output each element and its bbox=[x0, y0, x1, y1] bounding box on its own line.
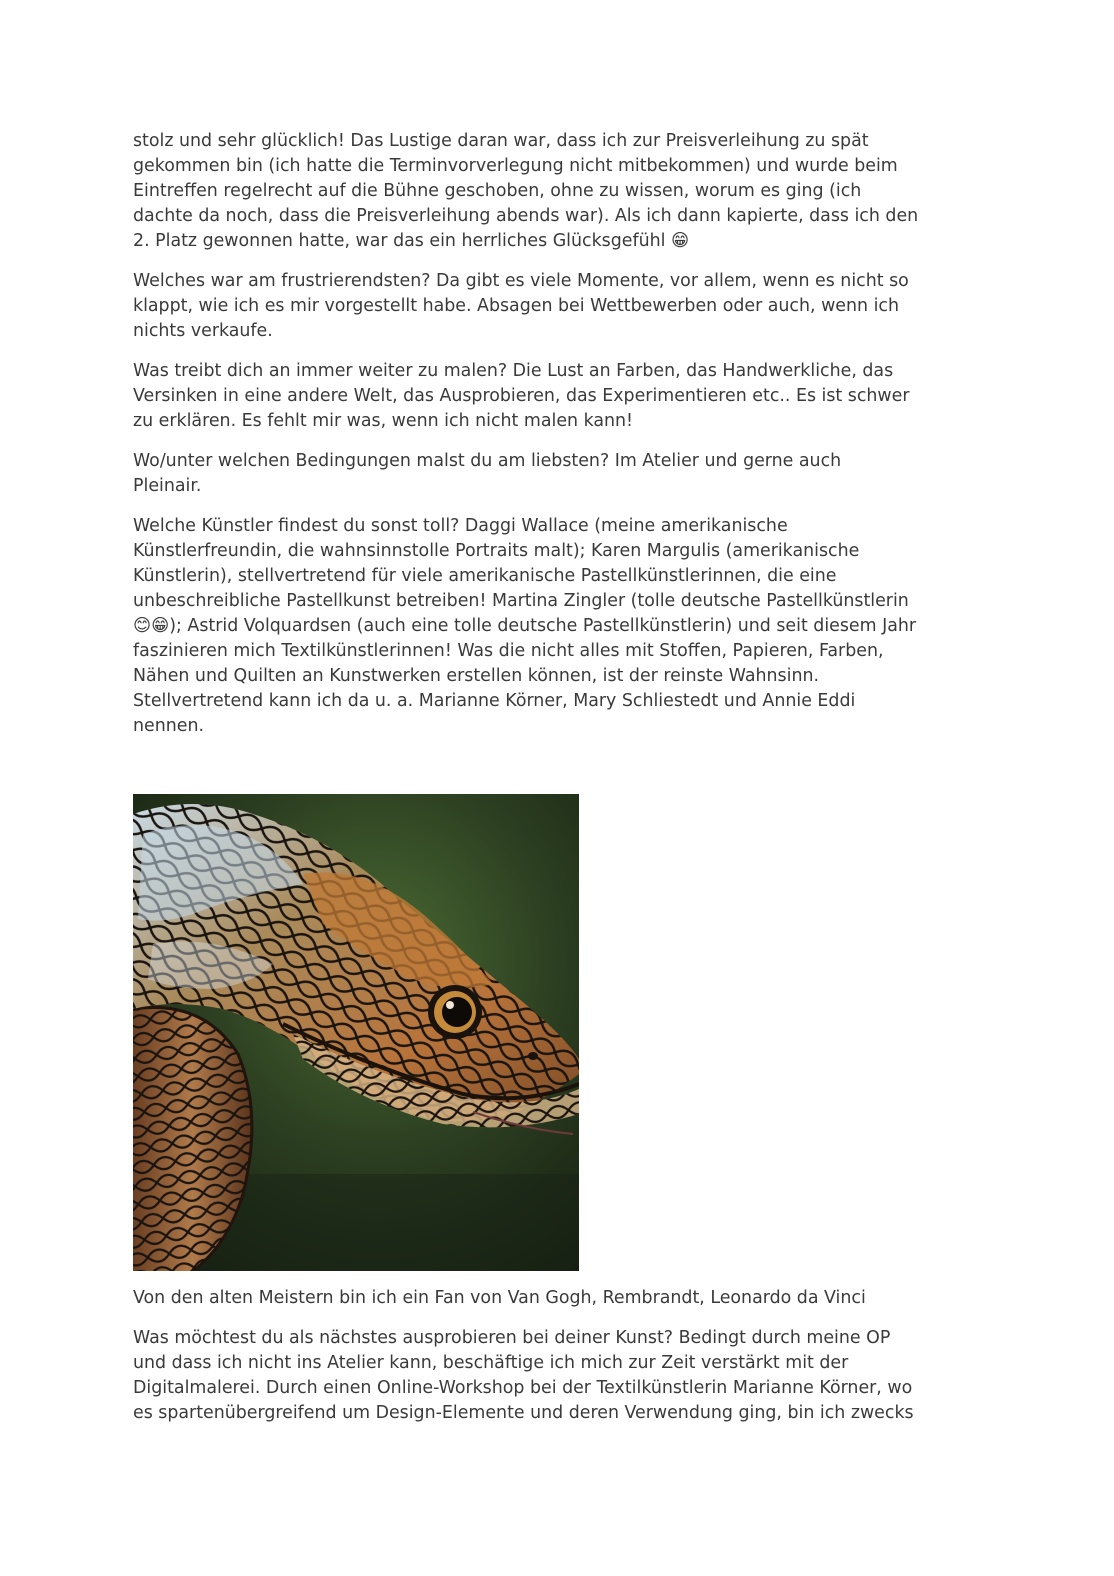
snake-painting-image bbox=[133, 794, 579, 1271]
paragraph-frustrating: Welches war am frustrierendsten? Da gibt es viele Momente, vor allem, wenn es nicht so klappt, wie ich es mir vorgestellt habe. Absagen bei Wettbewerben oder auch, wenn ich nichts verkaufe. bbox=[133, 271, 909, 341]
paragraph-award: stolz und sehr glücklich! Das Lustige daran war, dass ich zur Preisverleihung zu spät gekommen bin (ich hatte die Terminvorverlegung nicht mitbekommen) und wurde beim Eintreffen regelrecht auf die Bühne geschoben, ohne zu wissen, worum es ging (ich dachte da noch, dass die Preisverleihung abends war). Als ich dann kapierte, dass ich den 2. Platz gewonnen hatte, war das ein herrliches Glücksgefühl 😁 bbox=[133, 131, 919, 251]
paragraph-old-masters: Von den alten Meistern bin ich ein Fan von Van Gogh, Rembrandt, Leonardo da Vinci bbox=[133, 1288, 866, 1308]
spacer bbox=[133, 754, 983, 794]
paragraph-next-steps: Was möchtest du als nächstes ausprobieren bei deiner Kunst? Bedingt durch meine OP und dass ich nicht ins Atelier kann, beschäftige ich mich zur Zeit verstärkt mit der Digitalmalerei. Durch einen Online-Workshop bei der Textilkünstlerin Marianne Körner, wo es spartenübergreifend um Design-Elemente und deren Verwendung ging, bin ich zwecks bbox=[133, 1328, 914, 1423]
paragraph-motivation: Was treibt dich an immer weiter zu malen? Die Lust an Farben, das Handwerkliche, das Versinken in eine andere Welt, das Ausprobieren, das Experimentieren etc.. Es ist schwer zu erklären. Es fehlt mir was, wenn ich nicht malen kann! bbox=[133, 361, 910, 431]
paragraph-artists: Welche Künstler findest du sonst toll? Daggi Wallace (meine amerikanische Künstlerfreundin, die wahnsinnstolle Portraits malt); Karen Margulis (amerikanische Künstlerin), stellvertretend für viele amerikanische Pastellkünstlerinnen, die eine unbeschreibliche Pastellkunst betreiben! Martina Zingler (tolle deutsche Pastellkünstlerin 😊😁); Astrid Volquardsen (auch eine tolle deutsche Pastellkünstlerin) und seit diesem Jahr faszinieren mich Textilkünstlerinnen! Was die nicht alles mit Stoffen, Papieren, Farben, Nähen und Quilten an Kunstwerken erstellen können, ist der reinste Wahnsinn. Stellvertretend kann ich da u. a. Marianne Körner, Mary Schliestedt und Annie Eddi nennen. bbox=[133, 516, 917, 736]
paragraph-conditions: Wo/unter welchen Bedingungen malst du am liebsten? Im Atelier und gerne auch Pleinair. bbox=[133, 451, 842, 496]
document-page bbox=[133, 129, 983, 1441]
snake-painting-svg bbox=[133, 794, 579, 1271]
